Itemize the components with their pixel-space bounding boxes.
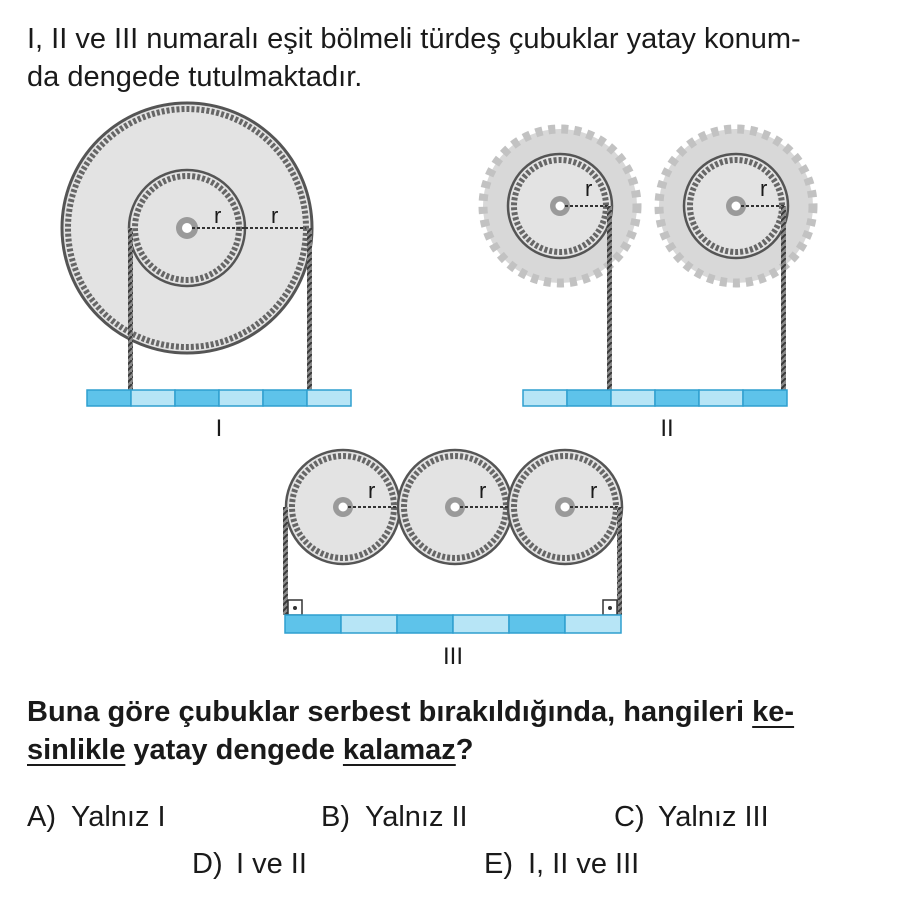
right-angle-mark-right (603, 600, 617, 615)
option-b-key: B) (321, 801, 350, 833)
option-c[interactable] (614, 801, 769, 834)
question-part-1: Buna göre çubuklar serbest bırakıldığında, hangileri (27, 696, 753, 728)
intro-line-1: I, II ve III numaralı eşit bölmeli türdeş çubuklar yatay konum- (27, 23, 801, 55)
option-e[interactable] (484, 848, 639, 881)
rope-left-1 (128, 228, 133, 390)
question-part-2: yatay dengede (125, 734, 343, 766)
option-a-key: A) (27, 801, 56, 833)
rope-2a (607, 206, 612, 390)
axle-hole-3c (561, 503, 570, 512)
radius-label-3a: r (368, 478, 376, 503)
radius-label-large-1: r (271, 203, 279, 228)
option-e-text: I, II ve III (528, 848, 640, 880)
question-text (27, 693, 897, 769)
underlined-ke: ke- (752, 696, 795, 728)
bar-label-3: III (442, 643, 464, 670)
question-line-1 (27, 693, 897, 731)
axle-hole-3a (339, 503, 348, 512)
rope-3-left (283, 507, 288, 615)
radius-label-small-1: r (214, 203, 222, 228)
option-c-text: Yalnız III (658, 801, 769, 833)
rope-right-1 (307, 228, 312, 390)
bar-1 (87, 390, 351, 406)
rope-2b (781, 206, 786, 390)
option-d-key: D) (192, 848, 223, 880)
option-d[interactable] (192, 848, 307, 881)
axle-hole-3b (451, 503, 460, 512)
radius-label-3c: r (590, 478, 598, 503)
underlined-sinlikle: sinlikle (27, 734, 126, 766)
system-3 (283, 450, 622, 670)
system-1 (62, 103, 351, 442)
option-d-text: I ve II (236, 848, 307, 880)
radius-label-3b: r (479, 478, 487, 503)
bar-3 (285, 615, 621, 633)
axle-hole-1 (182, 223, 192, 233)
question-end: ? (455, 734, 474, 766)
option-a-text: Yalnız I (71, 801, 166, 833)
intro-line-2: da dengede tutulmaktadır. (27, 61, 363, 93)
option-b[interactable] (321, 801, 468, 834)
rope-3-right (617, 507, 622, 615)
option-c-key: C) (614, 801, 645, 833)
option-a[interactable] (27, 801, 166, 834)
underlined-kalamaz: kalamaz (342, 734, 456, 766)
right-angle-mark-left (288, 600, 302, 615)
bar-2 (523, 390, 787, 406)
bar-label-1: I (215, 415, 223, 442)
axle-hole-2b (732, 202, 741, 211)
option-b-text: Yalnız II (365, 801, 468, 833)
radius-label-2b: r (760, 176, 768, 201)
bar-label-2: II (660, 415, 674, 442)
question-line-2 (27, 731, 897, 769)
radius-label-2a: r (585, 176, 593, 201)
option-e-key: E) (484, 848, 513, 880)
system-2 (483, 129, 813, 442)
axle-hole-2a (556, 202, 565, 211)
